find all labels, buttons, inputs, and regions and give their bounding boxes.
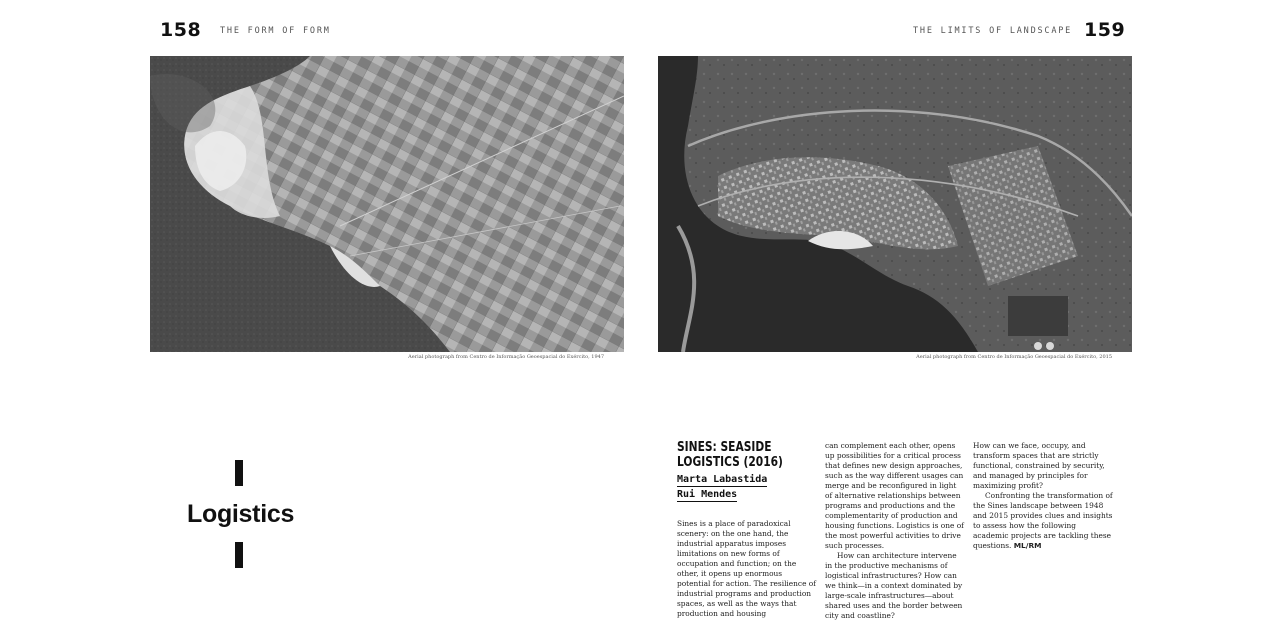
aerial-photo-1947-icon [150,56,624,352]
left-running-title: THE FORM OF FORM [220,26,331,36]
right-photo-caption: Aerial photograph from Centro de Informação Geoespacial do Exército, 2015 [916,354,1112,360]
left-photo-caption: Aerial photograph from Centro de Informação Geoespacial do Exército, 1947 [408,354,604,360]
right-page-number: 159 [1084,19,1126,41]
aerial-photo-2015-icon [658,56,1132,352]
article-title-line2: LOGISTICS (2016) [677,455,783,470]
col2-paragraph-2: How can architecture intervene in the productive mechanisms of logistical infrastructures? How can we think—in a context dominated by large-scale infrastructures—about shared uses and the border between city and coastline? [825,551,963,620]
article-column-2 [825,441,965,621]
article-title [677,440,784,470]
col2-paragraph-1: can complement each other, opens up possibilities for a critical process that defines new design approaches, such as the way different usages can merge and be reconfigured in light of alternative relationships between programs and productions and the complementarity of production and housing functions. Logistics is one of the most powerful activities to drive such processes. [825,441,964,550]
aerial-photo-1947 [150,56,624,352]
col3-paragraph-2 [973,491,1113,551]
left-page-number: 158 [160,19,202,41]
right-running-title: THE LIMITS OF LANDSCAPE [913,26,1073,36]
section-title: Logistics [187,500,295,528]
aerial-photo-2015 [658,56,1132,352]
article-column-3 [973,441,1113,551]
section-bar-top [235,460,243,486]
author-signature: ML/RM [1013,541,1042,550]
col1-paragraph-1: Sines is a place of paradoxical scenery: on the one hand, the industrial apparatus imposes limitations on new forms of occupation and function; on the other, it opens up enormous potential for action. The resilience of industrial programs and production spaces, as well as the ways that production and housing [677,519,816,618]
article-title-line1: SINES: SEASIDE [677,440,772,455]
article-column-1 [677,519,817,619]
col3-paragraph-2-text: Confronting the transformation of the Sines landscape between 1948 and 2015 provides clues and insights to assess how the following academic projects are tackling these questions. [973,491,1113,550]
author-2: Rui Mendes [677,489,738,500]
author-1: Marta Labastida [677,474,768,485]
section-bar-bottom [235,542,243,568]
col3-paragraph-1: How can we face, occupy, and transform spaces that are strictly functional, constrained by security, and managed by principles for maximizing profit? [973,441,1105,490]
